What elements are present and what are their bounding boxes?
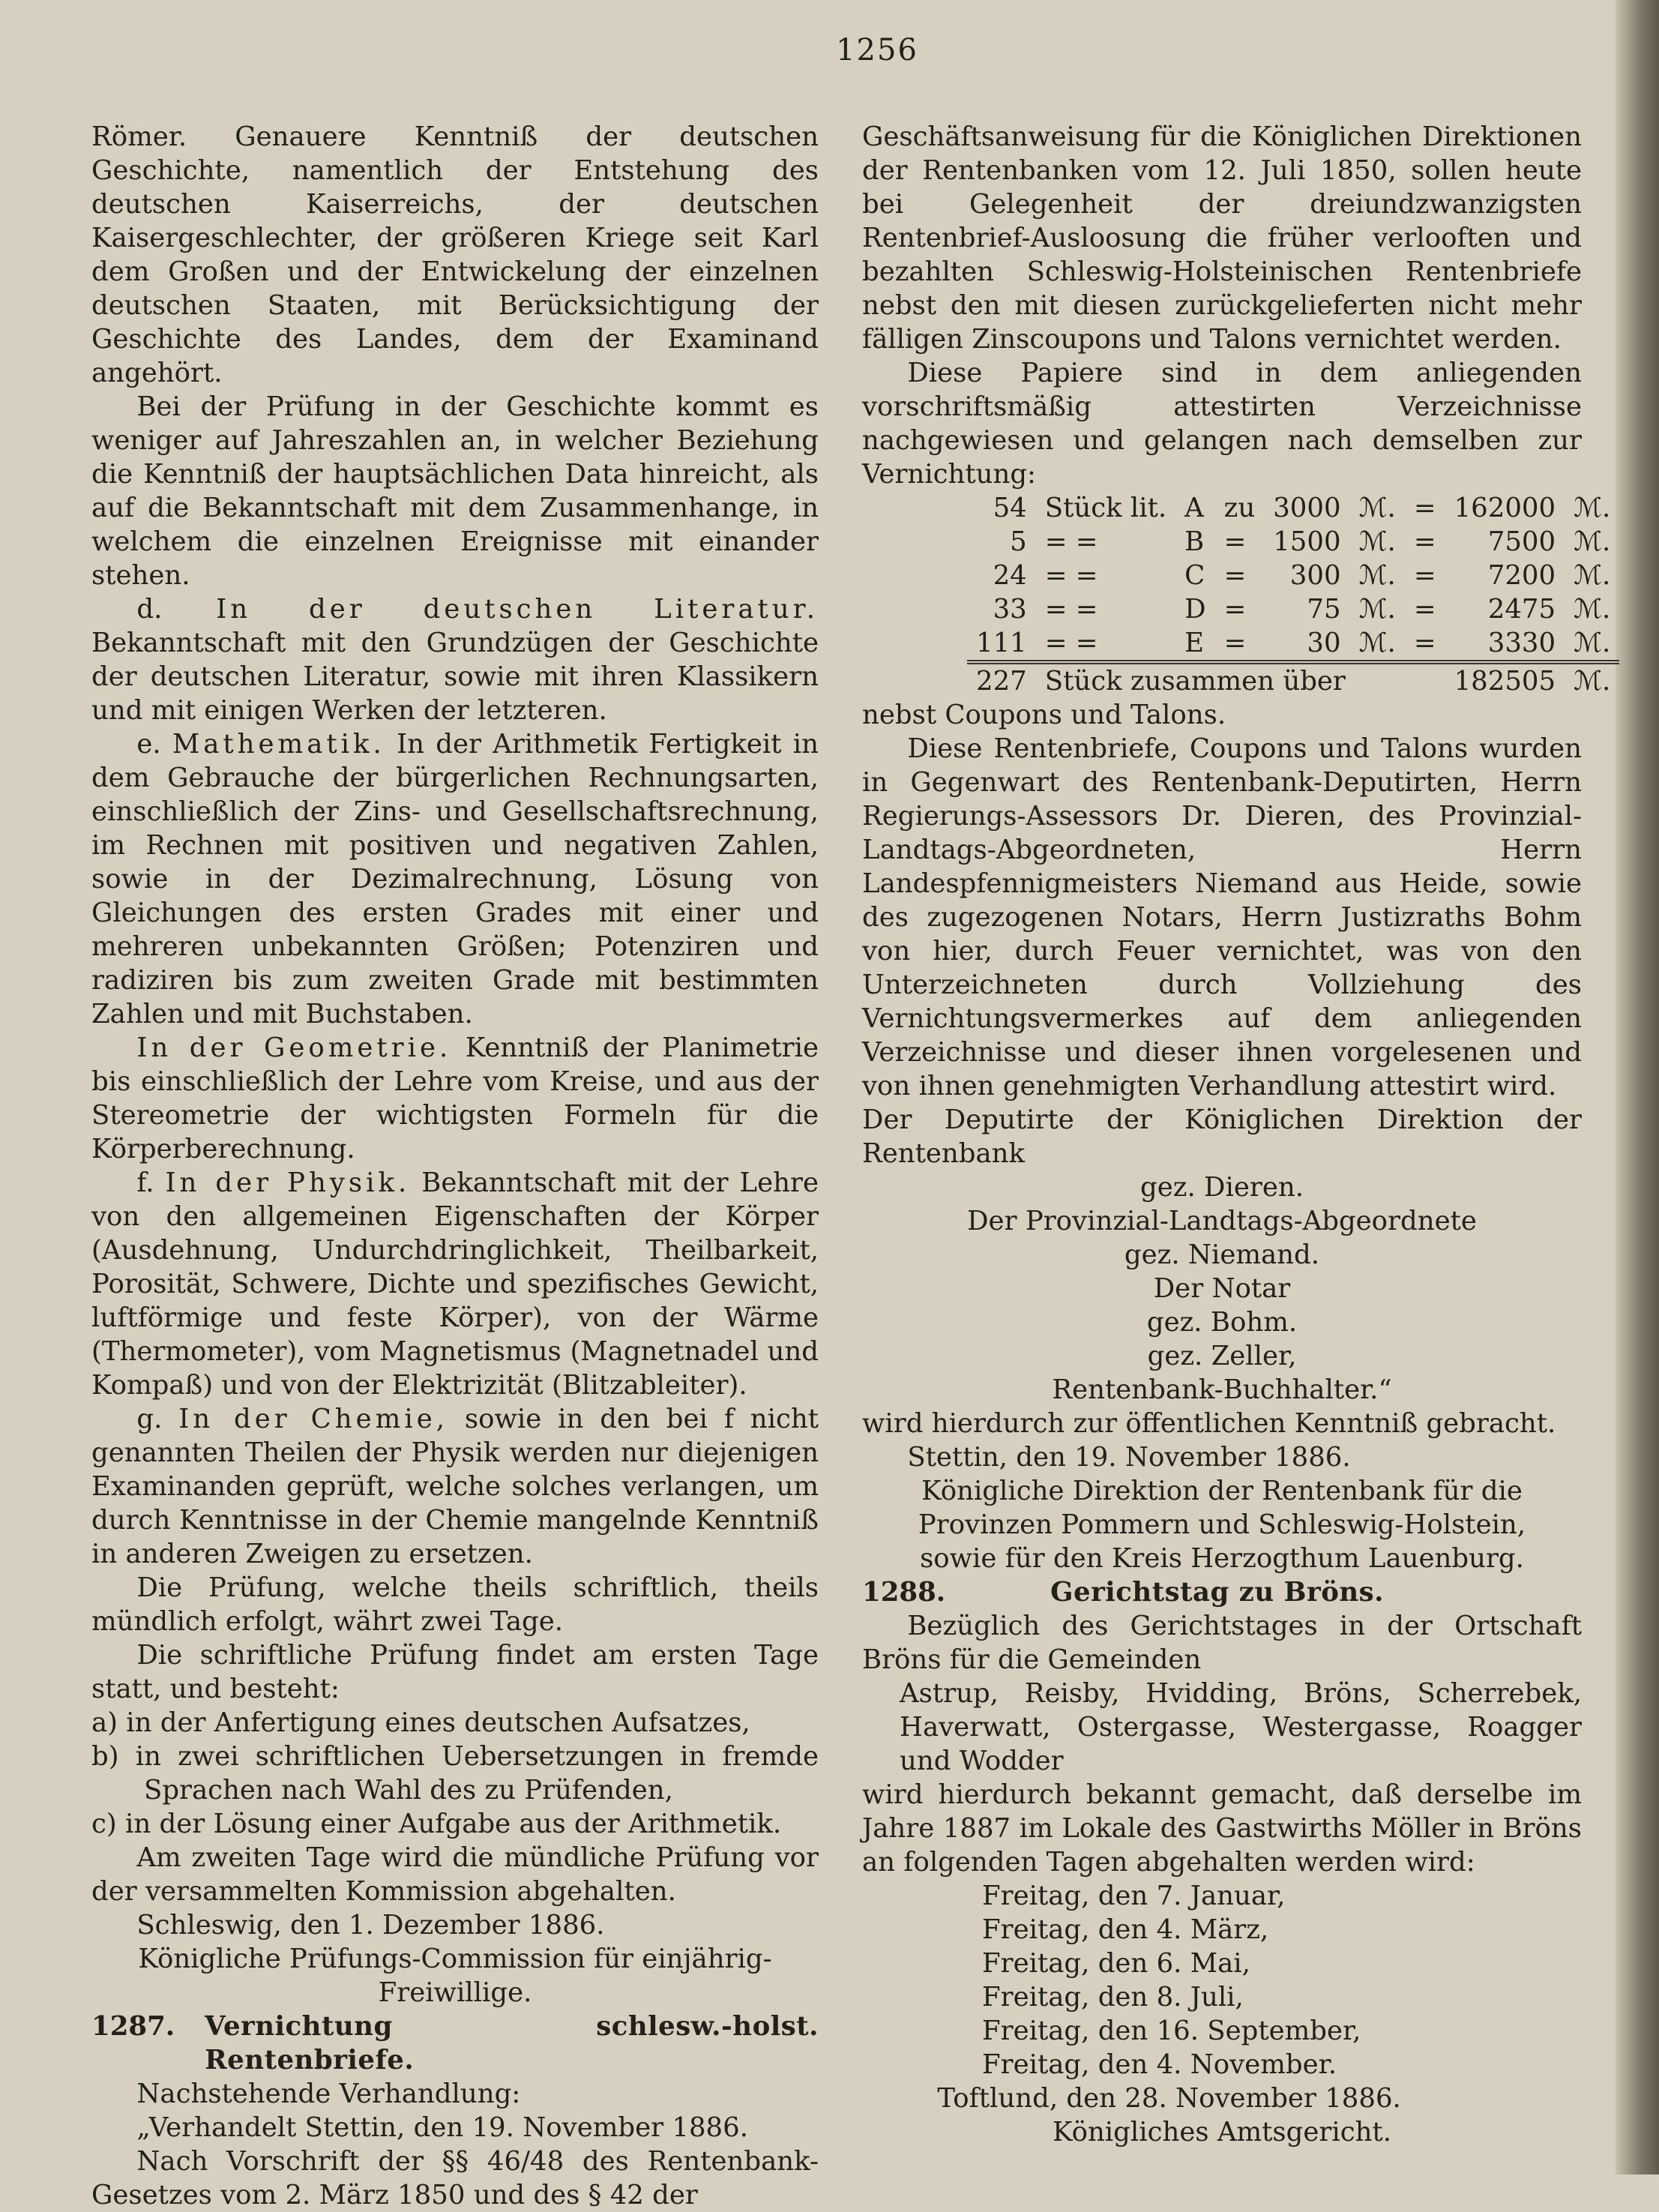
section-text: In der Arithmetik Fertigkeit in dem Gebrauche der bürgerlichen Rechnungsarten, einschließlich der Zins- und Gesellschaftsrechnung, im Rechnen mit positiven und negativen Zahlen, sowie in der Dezimalrechnung, Lösung von Gleichungen des ersten Grades mit einer und mehreren unbekannten Größen; Potenziren und radiziren bis zum zweiten Grade mit bestimmten Zahlen und mit Buchstaben. xyxy=(91,729,819,1030)
place-date: Stettin, den 19. November 1886. xyxy=(907,1442,1351,1473)
paper-zu: = xyxy=(1223,526,1247,557)
list-item: Freitag, den 7. Januar, xyxy=(982,1881,1286,1911)
currency: ℳ. xyxy=(1574,594,1611,625)
equals-sign: = xyxy=(1413,560,1436,591)
section-title: Mathematik. xyxy=(172,729,385,760)
section-number: 1287. xyxy=(91,2011,175,2042)
signature-authority: Königliche Prüfungs-Commission für einjährig-Freiwillige. xyxy=(138,1944,772,2008)
total-label: Stück zusammen über xyxy=(1036,662,1405,698)
paragraph: Bei der Prüfung in der Geschichte kommt es weniger auf Jahreszahlen an, in welcher Beziehung die Kenntniß der hauptsächlichen Data hinreicht, als auf die Bekanntschaft mit dem Zusammenhange, in welchem die einzelnen Ereignisse mit einander stehen. xyxy=(91,391,819,591)
paper-unit: = = xyxy=(1044,560,1098,591)
paragraph: Diese Papiere sind in dem anliegenden vorschriftsmäßig attestirten Verzeichnisse nachgewiesen und gelangen nach demselben zur Vernichtung: xyxy=(862,358,1582,490)
currency: ℳ. xyxy=(1358,560,1396,591)
section-text: sowie in den bei f nicht genannten Theilen der Physik werden nur diejenigen Examinanden geprüft, welche solches verlangen, um durch Kenntnisse in der Chemie mangelnde Kenntniß in anderen Zweigen zu ersetzen. xyxy=(91,1404,819,1569)
equals-sign: = xyxy=(1413,526,1436,557)
paper-unit: Stück lit. xyxy=(1044,493,1167,523)
page-edge xyxy=(1616,0,1659,2175)
paragraph: Diese Rentenbriefe, Coupons und Talons wurden in Gegenwart des Rentenbank-Deputirten, Herrn Regierungs-Assessors Dr. Dieren, des Provinzial-Landtags-Abgeordneten, Herrn Landespfennigmeisters Niemand aus Heide, sowie des zugezogenen Notars, Herrn Justizraths Bohm von hier, durch Feuer vernichtet, was von den Unterzeichneten durch Vollziehung des Vernichtungsvermerkes auf dem anliegenden Verzeichnisse und dieser ihnen vorgelesenen und von ihnen genehmigten Verhandlung attestirt wird. xyxy=(862,733,1582,1102)
paper-total: 7500 xyxy=(1487,526,1556,557)
paragraph: Geschäftsanweisung für die Königlichen Direktionen der Rentenbanken vom 12. Juli 1850, sollen heute bei Gelegenheit der dreiundzwanzigsten Rentenbrief-Ausloosung die früher verlooften und bezahlten Schleswig-Holsteinischen Rentenbriefe nebst den mit diesen zurückgelieferten nicht mehr fälligen Zinscoupons und Talons vernichtet werden. xyxy=(862,121,1582,355)
equals-sign: = xyxy=(1413,594,1436,625)
list-item: Freitag, den 6. Mai, xyxy=(982,1948,1250,1979)
currency: ℳ. xyxy=(1574,526,1611,557)
section-label: g. xyxy=(136,1404,163,1434)
currency: ℳ. xyxy=(1574,560,1611,591)
paragraph: Die schriftliche Prüfung findet am ersten Tage statt, und besteht: xyxy=(91,1640,819,1704)
section-title: In der deutschen Literatur. xyxy=(216,594,819,625)
paragraph: Nachstehende Verhandlung: xyxy=(136,2079,521,2109)
total-count: 227 xyxy=(967,662,1036,698)
dates-list xyxy=(862,1879,1582,2082)
equals-sign: = xyxy=(1413,493,1436,523)
table-row xyxy=(967,626,1619,662)
paper-lit: A xyxy=(1184,493,1204,523)
section-title: Vernichtung schlesw.-holst. Rentenbriefe. xyxy=(205,2011,819,2076)
signature-name: gez. Zeller, xyxy=(1147,1341,1297,1371)
paragraph: Römer. Genauere Kenntniß der deutschen Geschichte, namentlich der Entstehung des deutschen Kaiserreichs, der deutschen Kaisergeschlechter, der größeren Kriege seit Karl dem Großen und der Entwickelung der einzelnen deutschen Staaten, mit Berücksichtigung der Geschichte des Landes, dem der Examinand angehört. xyxy=(91,121,819,388)
currency: ℳ. xyxy=(1358,526,1396,557)
paper-zu: = xyxy=(1223,594,1247,625)
signature-line: Rentenbank-Buchhalter.“ xyxy=(1052,1374,1392,1405)
paragraph: „Verhandelt Stettin, den 19. November 1886. xyxy=(136,2112,748,2143)
list-item: Freitag, den 4. März, xyxy=(982,1914,1269,1945)
paper-count: 24 xyxy=(993,560,1027,591)
currency: ℳ. xyxy=(1574,493,1611,523)
table-row xyxy=(967,592,1619,626)
signature-name: gez. Niemand. xyxy=(1124,1239,1320,1270)
papers-table xyxy=(967,491,1619,698)
paragraph: Die Prüfung, welche theils schriftlich, theils mündlich erfolgt, währt zwei Tage. xyxy=(91,1572,819,1637)
signature-line: Der Deputirte der Königlichen Direktion der Rentenbank xyxy=(862,1105,1582,1169)
list-item: Freitag, den 4. November. xyxy=(982,2049,1337,2080)
section-g xyxy=(91,1402,819,1571)
table-row xyxy=(967,491,1619,525)
paper-total: 3330 xyxy=(1487,628,1556,658)
place-date: Schleswig, den 1. Dezember 1886. xyxy=(136,1910,605,1941)
section-f xyxy=(91,1166,819,1402)
paper-unit: = = xyxy=(1044,526,1098,557)
section-text: Bekanntschaft mit den Grundzügen der Geschichte der deutschen Literatur, sowie mit ihren Klassikern und mit einigen Werken der letzteren. xyxy=(91,628,819,726)
section-heading-1288 xyxy=(862,1575,1582,1609)
paragraph: wird hierdurch bekannt gemacht, daß derselbe im Jahre 1887 im Lokale des Gastwirths Möller in Bröns an folgenden Tagen abgehalten werden wird: xyxy=(862,1779,1582,1878)
paper-value: 1500 xyxy=(1273,526,1341,557)
section-label: d. xyxy=(136,594,163,625)
paper-lit: C xyxy=(1184,560,1205,591)
list-item: b) in zwei schriftlichen Uebersetzungen in fremde Sprachen nach Wahl des zu Prüfenden, xyxy=(91,1741,819,1806)
equals-sign: = xyxy=(1413,628,1436,658)
currency: ℳ. xyxy=(1574,628,1611,658)
section-title: In der Geometrie. xyxy=(136,1033,452,1063)
paper-count: 111 xyxy=(976,628,1027,658)
paper-lit: D xyxy=(1184,594,1206,625)
left-column xyxy=(91,120,819,2212)
total-sum: 182505 xyxy=(1445,662,1565,698)
currency: ℳ. xyxy=(1565,662,1619,698)
section-e xyxy=(91,727,819,1031)
paper-lit: B xyxy=(1184,526,1205,557)
signature-line: Der Notar xyxy=(1153,1273,1291,1304)
page-number: 1256 xyxy=(836,33,918,67)
paper-total: 2475 xyxy=(1487,594,1556,625)
paper-zu: = xyxy=(1223,628,1247,658)
section-title: In der Chemie, xyxy=(178,1404,448,1434)
paragraph: wird hierdurch zur öffentlichen Kenntniß gebracht. xyxy=(862,1408,1556,1439)
paper-unit: = = xyxy=(1044,594,1098,625)
paper-value: 75 xyxy=(1307,594,1341,625)
paper-count: 5 xyxy=(1010,526,1027,557)
table-total-row xyxy=(967,662,1619,698)
list-item: Freitag, den 16. September, xyxy=(982,2016,1361,2046)
paper-zu: = xyxy=(1223,560,1247,591)
section-label: e. xyxy=(136,729,161,760)
paper-count: 54 xyxy=(993,493,1027,523)
currency: ℳ. xyxy=(1358,594,1396,625)
signature-authority: Königliche Direktion der Rentenbank für die Provinzen Pommern und Schleswig-Holstein, sowie für den Kreis Herzogthum Lauenburg. xyxy=(918,1476,1526,1574)
paper-total: 7200 xyxy=(1487,560,1556,591)
section-number: 1288. xyxy=(862,1577,946,1608)
places-list: Astrup, Reisby, Hvidding, Bröns, Scherrebek, Haverwatt, Ostergasse, Westergasse, Roagger und Wodder xyxy=(900,1678,1582,1776)
paragraph: Nach Vorschrift der §§ 46/48 des Rentenbank-Gesetzes vom 2. März 1850 und des § 42 der xyxy=(91,2146,819,2211)
paragraph: Bezüglich des Gerichtstages in der Ortschaft Bröns für die Gemeinden xyxy=(862,1611,1582,1675)
list-item: Freitag, den 8. Juli, xyxy=(982,1982,1244,2013)
table-row xyxy=(967,559,1619,592)
list-item: c) in der Lösung einer Aufgabe aus der Arithmetik. xyxy=(91,1809,782,1839)
table-row xyxy=(967,525,1619,559)
section-label: f. xyxy=(136,1167,154,1198)
section-title: Gerichtstag zu Bröns. xyxy=(1050,1577,1385,1608)
paper-value: 3000 xyxy=(1273,493,1341,523)
paper-lit: E xyxy=(1184,628,1205,658)
signature-line: Der Provinzial-Landtags-Abgeordnete xyxy=(967,1206,1477,1236)
paper-value: 30 xyxy=(1307,628,1341,658)
list-item: a) in der Anfertigung eines deutschen Aufsatzes, xyxy=(91,1707,750,1738)
section-title: In der Physik. xyxy=(165,1167,411,1198)
paper-zu: zu xyxy=(1223,493,1256,523)
paper-value: 300 xyxy=(1289,560,1341,591)
section-text: Kenntniß der Planimetrie bis einschließlich der Lehre vom Kreise, und aus der Stereometrie der wichtigsten Formeln für die Körperberechnung. xyxy=(91,1033,819,1164)
section-d xyxy=(91,592,819,727)
paragraph: nebst Coupons und Talons. xyxy=(862,700,1226,730)
currency: ℳ. xyxy=(1358,493,1396,523)
signature-authority: Königliches Amtsgericht. xyxy=(1053,2117,1391,2148)
paper-total: 162000 xyxy=(1454,493,1556,523)
paper-count: 33 xyxy=(993,594,1027,625)
section-heading-1287 xyxy=(91,2010,819,2077)
section-geometry xyxy=(91,1031,819,1166)
place-date: Toftlund, den 28. November 1886. xyxy=(937,2083,1401,2114)
right-column xyxy=(862,120,1611,2149)
section-text: Bekanntschaft mit der Lehre von den allgemeinen Eigenschaften der Körper (Ausdehnung, Undurchdringlichkeit, Theilbarkeit, Porosität, Schwere, Dichte und spezifisches Gewicht, luftförmige und feste Körper), von der Wärme (Thermometer), vom Magnetismus (Magnetnadel und Kompaß) und von der Elektrizität (Blitzableiter). xyxy=(91,1167,819,1401)
currency: ℳ. xyxy=(1358,628,1396,658)
signature-name: gez. Bohm. xyxy=(1146,1307,1298,1338)
paragraph: Am zweiten Tage wird die mündliche Prüfung vor der versammelten Kommission abgehalten. xyxy=(91,1842,819,1907)
paper-unit: = = xyxy=(1044,628,1098,658)
signature-name: gez. Dieren. xyxy=(1140,1172,1304,1203)
